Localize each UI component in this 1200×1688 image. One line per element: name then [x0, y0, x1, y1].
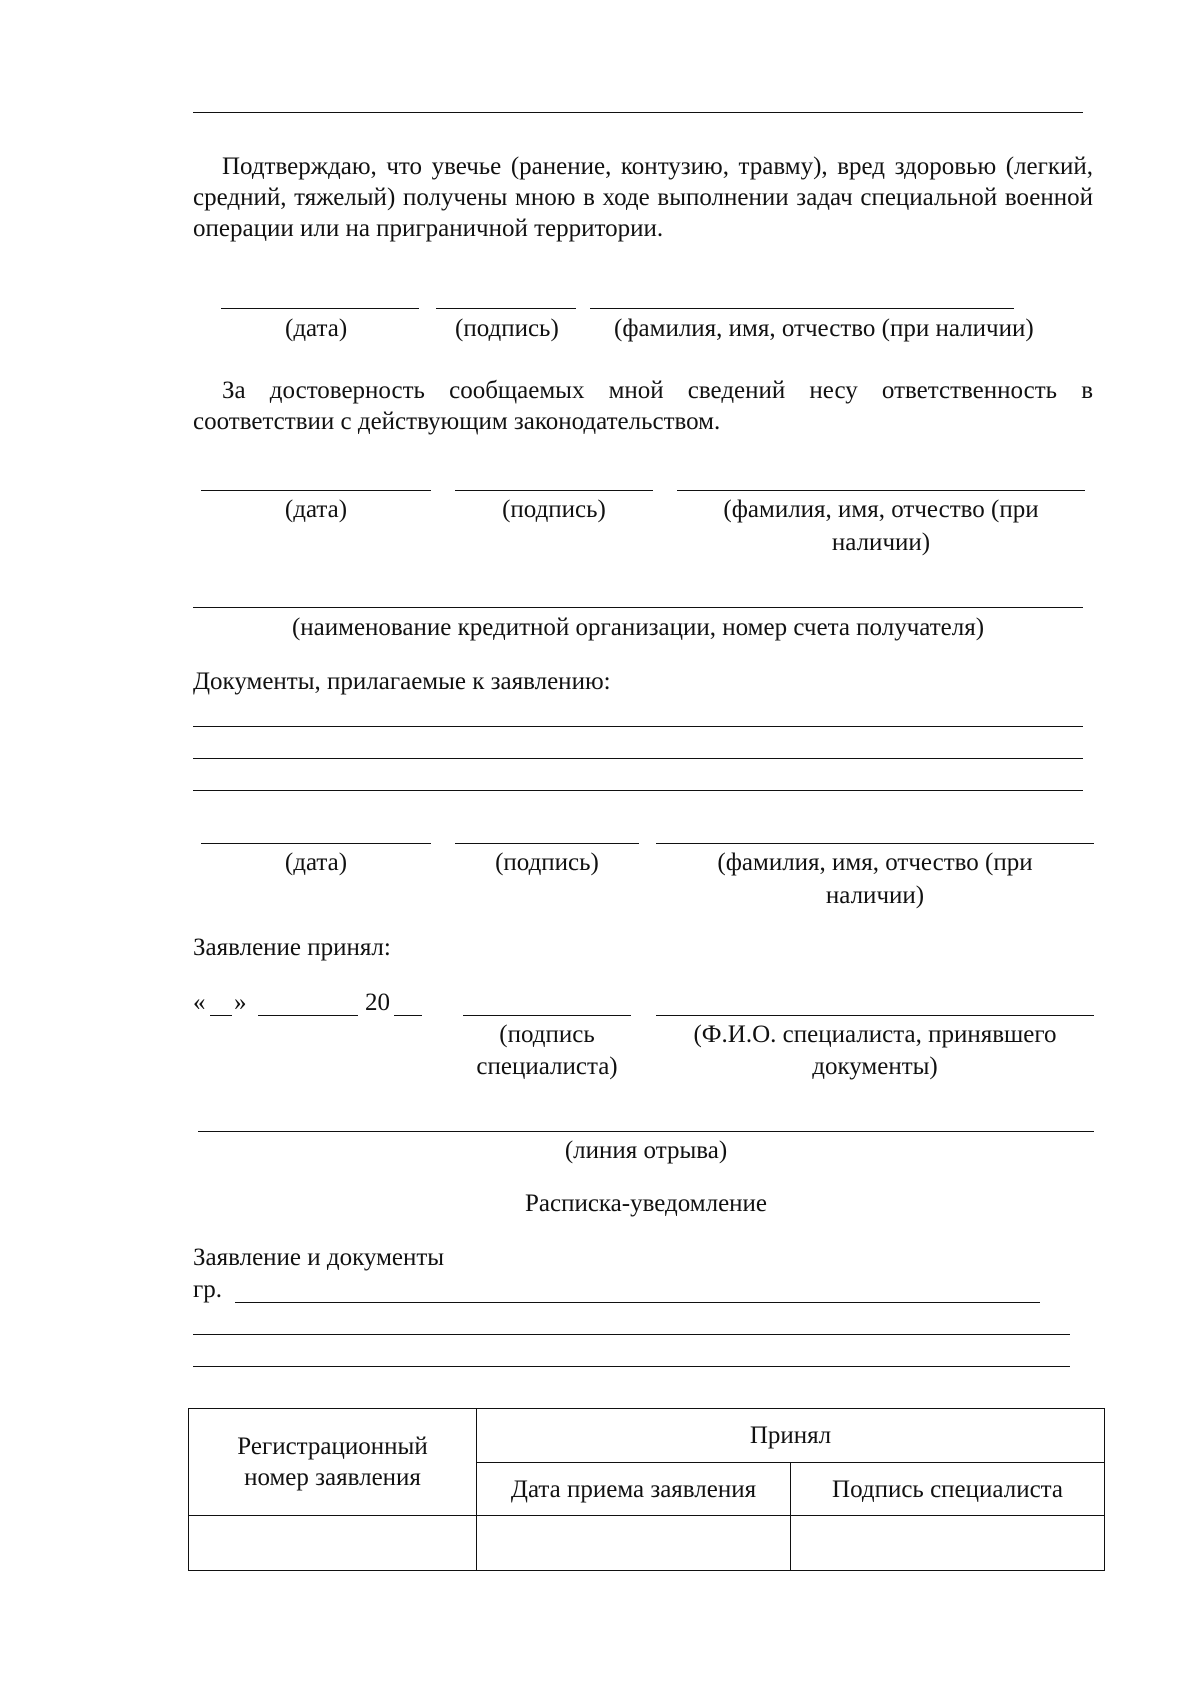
specialist-signature-line[interactable]: [463, 1015, 631, 1016]
registration-number-header-line2: номер заявления: [244, 1464, 421, 1491]
sig2-name-line[interactable]: [677, 490, 1085, 491]
registration-number-header-line1: Регистрационный: [237, 1433, 428, 1460]
receipt-date-header: Дата приема заявления: [477, 1463, 791, 1516]
sig2-name-caption-line1: (фамилия, имя, отчество (при: [723, 496, 1039, 523]
date-quote-open: «: [193, 989, 206, 1016]
attached-documents-line-3[interactable]: [193, 790, 1083, 791]
confirmation-paragraph: Подтверждаю, что увечье (ранение, контузию, травму), вред здоровью (легкий, средний, тяжелый) получены мною в ходе выполнении задач специальной военной операции или на приграничной территории.: [193, 153, 1093, 242]
date-year-line[interactable]: [394, 1015, 422, 1016]
tear-off-caption: (линия отрыва): [564, 1137, 728, 1164]
receipt-date-cell[interactable]: [477, 1516, 791, 1571]
specialist-signature-caption-line2: специалиста): [476, 1053, 618, 1080]
receipt-citizen-prefix: гр.: [193, 1276, 223, 1303]
date-year-prefix: 20: [365, 989, 390, 1016]
top-rule: [193, 112, 1083, 113]
sig3-signature-line[interactable]: [455, 843, 639, 844]
bank-details-line[interactable]: [193, 607, 1083, 608]
receipt-title: Расписка-уведомление: [524, 1190, 768, 1217]
receipt-documents-label: Заявление и документы: [193, 1244, 445, 1271]
accepted-label: Заявление принял:: [193, 934, 391, 961]
attached-documents-label: Документы, прилагаемые к заявлению:: [193, 668, 611, 695]
sig3-name-caption-line2: наличии): [825, 882, 925, 909]
specialist-signature-cell[interactable]: [791, 1516, 1105, 1571]
sig1-signature-caption: (подпись): [455, 315, 559, 342]
sig2-signature-caption: (подпись): [502, 496, 606, 523]
sig3-name-line[interactable]: [656, 843, 1094, 844]
specialist-signature-caption-line1: (подпись: [499, 1021, 595, 1048]
date-month-line[interactable]: [258, 1015, 358, 1016]
sig2-signature-line[interactable]: [455, 490, 653, 491]
receipt-line-3[interactable]: [193, 1366, 1070, 1367]
accepted-group-header: Принял: [477, 1409, 1105, 1463]
responsibility-paragraph: За достоверность сообщаемых мной сведений несу ответственность в соответствии с действующим законодательством.: [193, 377, 1093, 435]
sig2-date-line[interactable]: [201, 490, 431, 491]
sig1-name-caption: (фамилия, имя, отчество (при наличии): [614, 315, 1034, 342]
sig1-name-line[interactable]: [590, 308, 1014, 309]
date-day-line[interactable]: [210, 1015, 232, 1016]
specialist-signature-header: Подпись специалиста: [791, 1463, 1105, 1516]
receipt-line-2[interactable]: [193, 1334, 1070, 1335]
receipt-citizen-line[interactable]: [235, 1302, 1040, 1303]
sig1-date-caption: (дата): [285, 315, 348, 342]
registration-number-cell[interactable]: [189, 1516, 477, 1571]
specialist-name-caption-line2: документы): [812, 1053, 938, 1080]
sig1-date-line[interactable]: [221, 308, 419, 309]
date-quote-close: »: [234, 989, 247, 1016]
sig3-date-line[interactable]: [201, 843, 431, 844]
sig2-name-caption-line2: наличии): [831, 529, 931, 556]
specialist-name-caption-line1: (Ф.И.О. специалиста, принявшего: [693, 1021, 1057, 1048]
specialist-name-line[interactable]: [656, 1015, 1094, 1016]
registration-table: [188, 1408, 1105, 1571]
attached-documents-line-1[interactable]: [193, 726, 1083, 727]
attached-documents-line-2[interactable]: [193, 758, 1083, 759]
tear-off-line: [198, 1131, 1094, 1132]
sig2-date-caption: (дата): [284, 496, 348, 523]
registration-number-header: [189, 1409, 477, 1516]
sig3-signature-caption: (подпись): [495, 849, 599, 876]
sig3-name-caption-line1: (фамилия, имя, отчество (при: [717, 849, 1033, 876]
bank-details-caption: (наименование кредитной организации, номер счета получателя): [291, 614, 985, 641]
sig1-signature-line[interactable]: [436, 308, 576, 309]
sig3-date-caption: (дата): [284, 849, 348, 876]
